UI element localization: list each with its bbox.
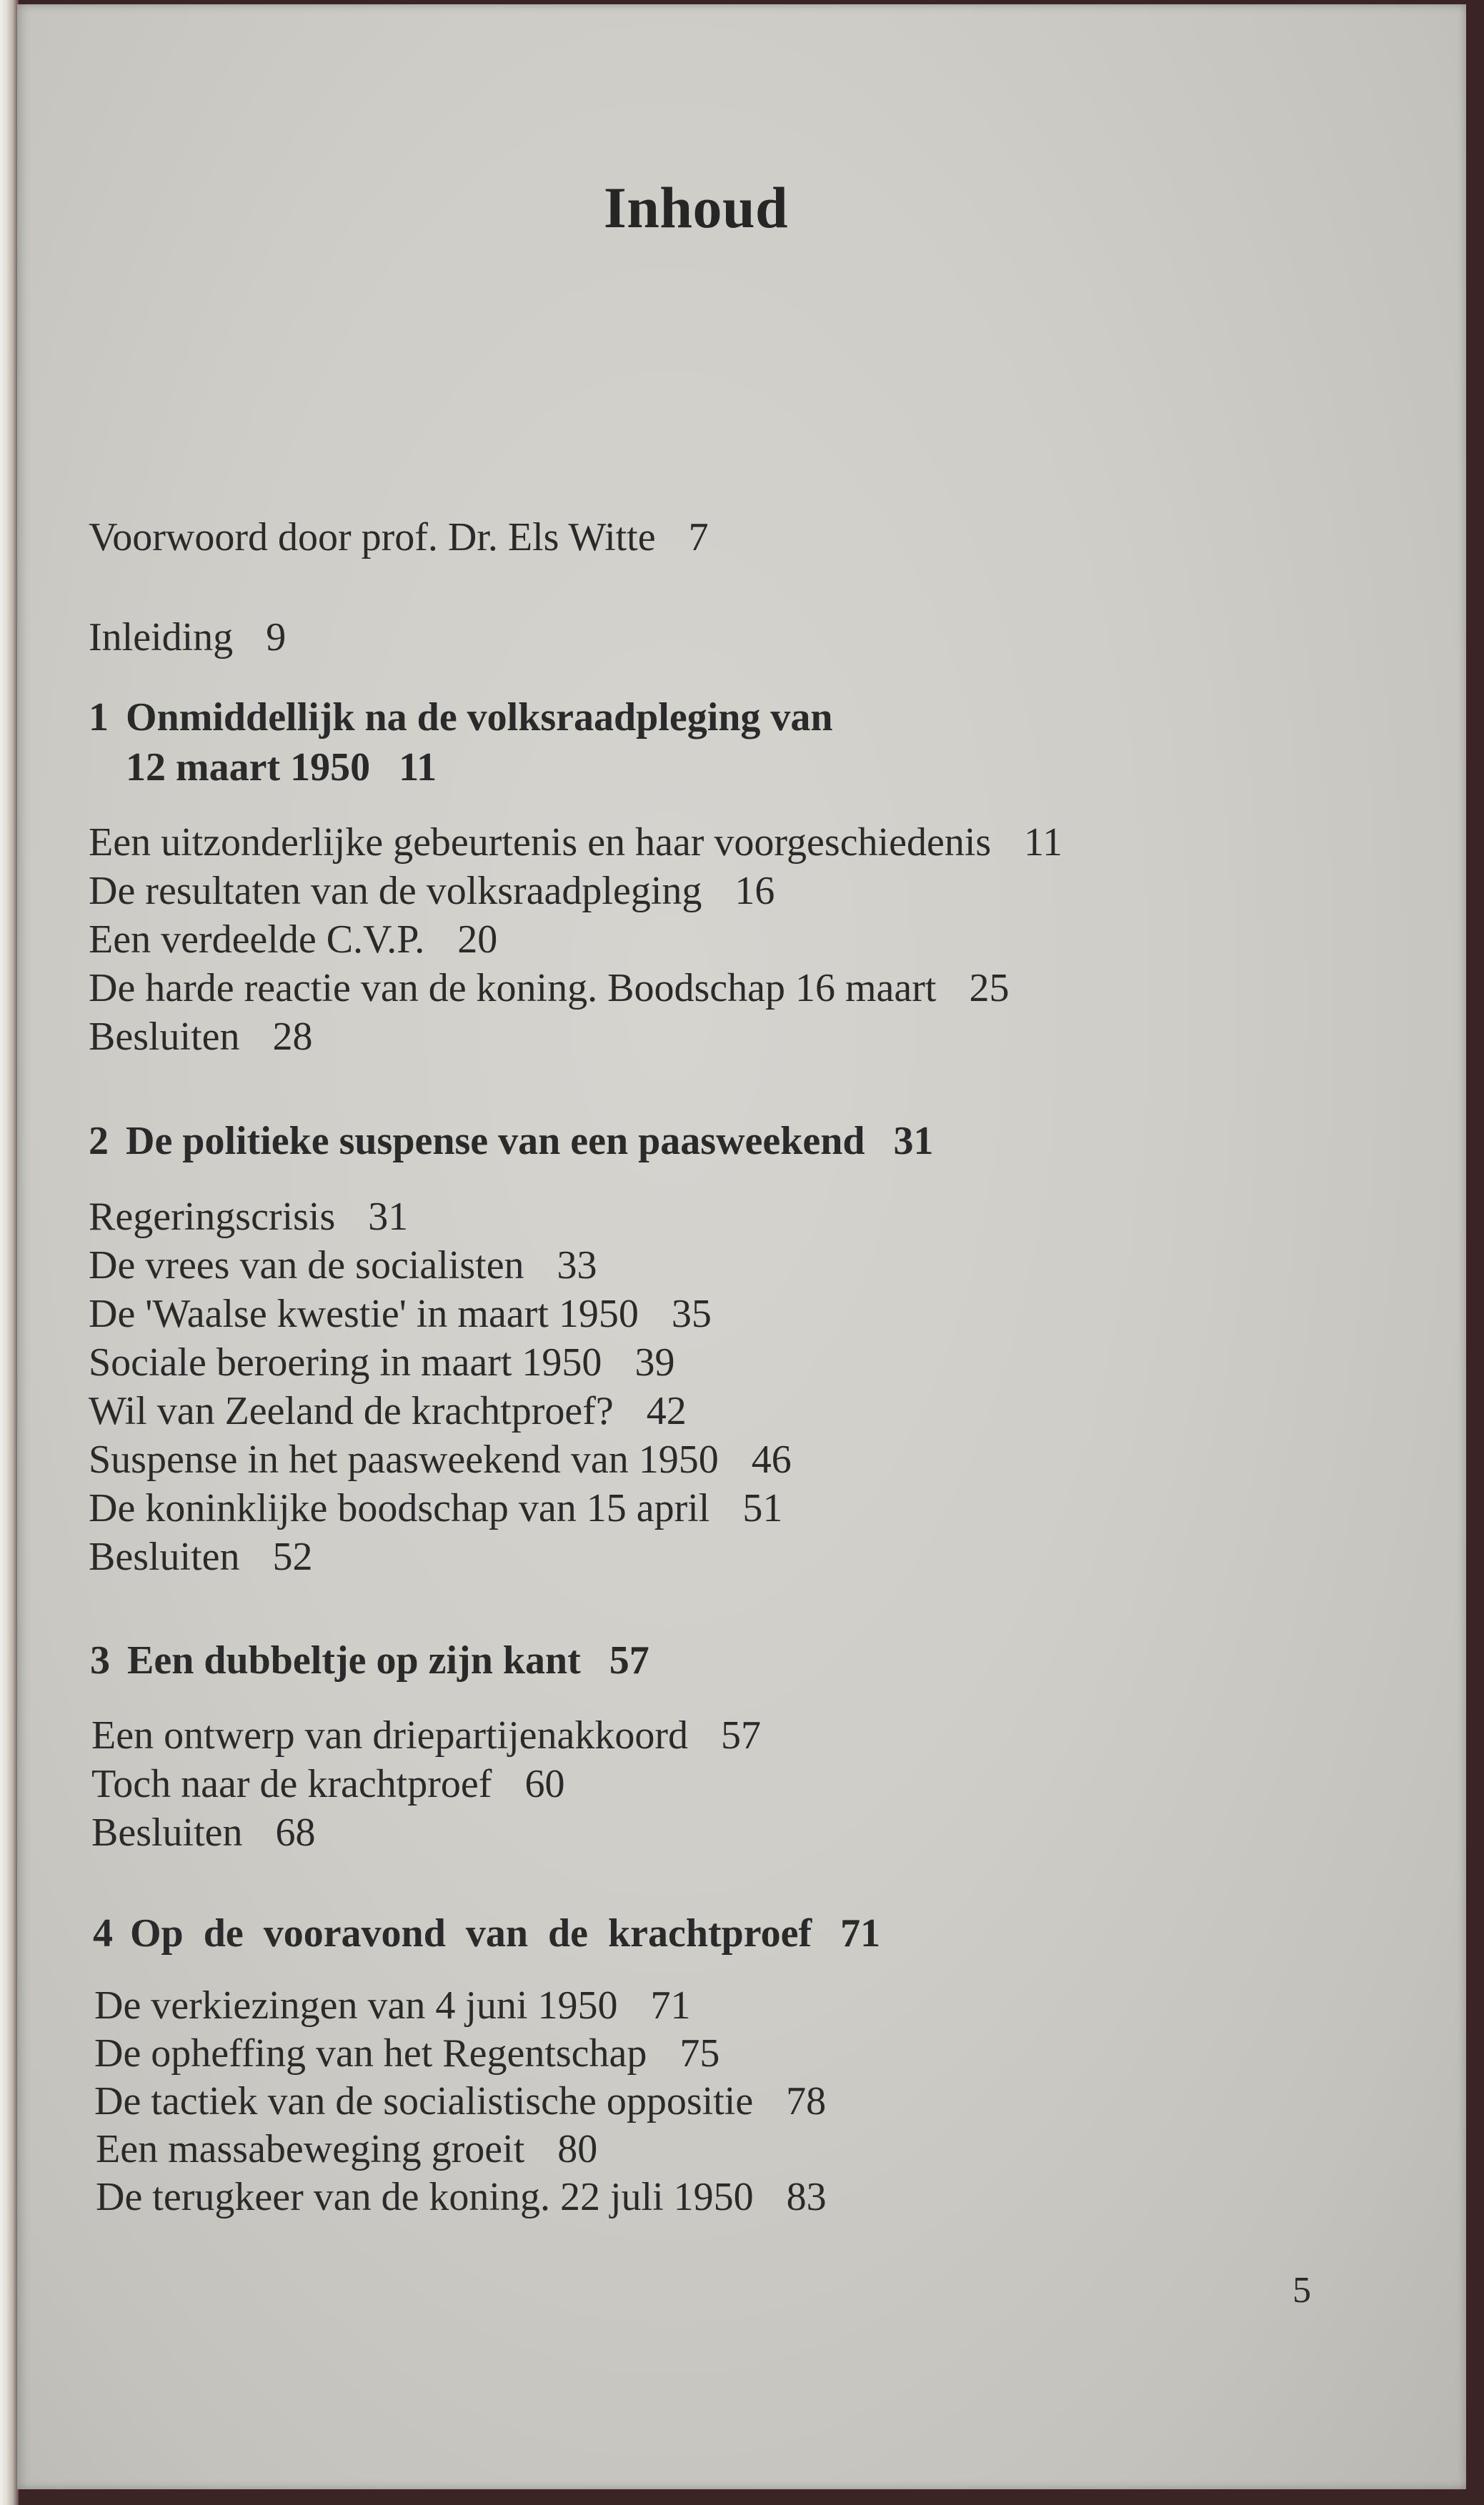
toc-entry-page: 20	[457, 917, 498, 962]
toc-entry-text: Voorwoord door prof. Dr. Els Witte	[89, 515, 656, 559]
toc-entry	[89, 871, 775, 911]
chapter-number: 2	[89, 1119, 109, 1163]
toc-entry-text: Sociale beroering in maart 1950	[89, 1340, 602, 1385]
toc-entry	[89, 517, 709, 557]
chapter-title: Op de vooravond van de krachtproef	[130, 1911, 812, 1956]
toc-entry-text: Besluiten	[89, 1535, 240, 1579]
toc-entry-text: Een ontwerp van driepartijenakkoord	[91, 1713, 689, 1758]
toc-entry	[94, 1983, 691, 2028]
toc-entry-page: 31	[368, 1195, 409, 1239]
toc-entry-text: De koninklijke boodschap van 15 april	[89, 1486, 710, 1530]
page-title: Inhoud	[603, 175, 789, 240]
chapter-number: 1	[89, 695, 109, 739]
toc-entry	[89, 1440, 792, 1480]
chapter-title: Een dubbeltje op zijn kant	[127, 1638, 581, 1683]
chapter-page: 31	[893, 1119, 934, 1163]
toc-entry-text: De harde reactie van de koning. Boodschap 16 maart	[89, 966, 937, 1010]
toc-entry	[89, 1391, 687, 1431]
toc-entry	[89, 1197, 408, 1237]
toc-entry-page: 60	[524, 1762, 565, 1806]
toc-entry-text: De tactiek van de socialistische oppositie	[94, 2079, 754, 2123]
toc-entry-page: 39	[634, 1340, 675, 1385]
toc-entry-page: 33	[557, 1243, 597, 1288]
toc-entry-page: 11	[1024, 820, 1063, 865]
previous-page-edge	[0, 0, 19, 2505]
toc-entry-page: 51	[742, 1486, 783, 1530]
chapter-heading	[90, 1638, 649, 1683]
toc-entry-page: 78	[786, 2079, 827, 2123]
toc-entry-page: 52	[272, 1535, 313, 1579]
toc-entry-text: De verkiezingen van 4 juni 1950	[94, 1983, 618, 2028]
toc-entry-text: Inleiding	[89, 615, 234, 659]
toc-entry	[89, 820, 1063, 865]
toc-entry-text: De terugkeer van de koning. 22 juli 1950	[96, 2175, 754, 2219]
toc-entry-text: Een uitzonderlijke gebeurtenis en haar voorgeschiedenis	[89, 820, 992, 865]
toc-entry-text: Wil van Zeeland de krachtproef?	[89, 1389, 614, 1433]
toc-entry	[94, 2081, 826, 2121]
toc-entry-page: 57	[721, 1713, 762, 1758]
toc-entry	[96, 2177, 827, 2217]
toc-entry	[89, 1488, 782, 1528]
contents-page	[17, 4, 1466, 2489]
toc-entry-text: Besluiten	[91, 1811, 243, 1855]
toc-entry-text: Een massabeweging groeit	[96, 2127, 525, 2171]
toc-entry	[89, 968, 1009, 1008]
toc-entry-page: 7	[688, 515, 709, 559]
toc-entry	[89, 1340, 675, 1385]
toc-entry-text: Besluiten	[89, 1015, 240, 1059]
chapter-heading-continued	[126, 745, 437, 790]
chapter-heading	[89, 1121, 934, 1161]
toc-entry-page: 25	[969, 966, 1010, 1010]
toc-entry-page: 35	[671, 1292, 712, 1336]
chapter-number: 3	[90, 1638, 110, 1683]
toc-entry-page: 46	[751, 1438, 792, 1482]
toc-entry-page: 42	[646, 1389, 687, 1433]
toc-entry	[96, 2129, 597, 2169]
toc-entry	[91, 1764, 564, 1804]
toc-entry-text: Suspense in het paasweekend van 1950	[89, 1438, 719, 1482]
chapter-page: 11	[399, 745, 437, 790]
toc-entry-text: De 'Waalse kwestie' in maart 1950	[89, 1292, 639, 1336]
toc-entry-page: 16	[734, 869, 775, 913]
toc-entry-text: De vrees van de socialisten	[89, 1243, 524, 1288]
chapter-heading	[89, 697, 833, 737]
toc-entry-text: De opheffing van het Regentschap	[94, 2031, 647, 2076]
toc-entry-text: Toch naar de krachtproef	[91, 1762, 492, 1806]
toc-entry-text: Een verdeelde C.V.P.	[89, 917, 425, 962]
toc-entry-page: 9	[266, 615, 287, 659]
chapter-number: 4	[93, 1911, 113, 1956]
toc-entry	[91, 1813, 316, 1853]
toc-entry	[89, 917, 498, 962]
toc-entry	[89, 1017, 313, 1057]
page-number: 5	[1293, 2270, 1311, 2311]
chapter-page: 57	[609, 1638, 649, 1683]
toc-entry	[91, 1715, 761, 1756]
toc-entry-text: De resultaten van de volksraadpleging	[89, 869, 702, 913]
toc-entry-text: Regeringscrisis	[89, 1195, 336, 1239]
toc-entry	[89, 1537, 313, 1577]
toc-entry	[89, 1243, 597, 1288]
chapter-title: De politieke suspense van een paasweekend	[126, 1119, 865, 1163]
toc-entry-page: 80	[557, 2127, 598, 2171]
toc-entry-page: 83	[786, 2175, 827, 2219]
chapter-heading	[93, 1911, 881, 1956]
toc-entry-page: 75	[679, 2031, 720, 2076]
toc-entry	[94, 2031, 720, 2076]
chapter-page: 71	[840, 1911, 881, 1956]
toc-entry-page: 28	[272, 1015, 313, 1059]
chapter-title: Onmiddellijk na de volksraadpleging van	[126, 695, 833, 739]
toc-entry-page: 71	[650, 1983, 691, 2028]
chapter-title: 12 maart 1950	[126, 745, 371, 790]
toc-entry	[89, 617, 286, 657]
toc-entry-page: 68	[275, 1811, 316, 1855]
toc-entry	[89, 1294, 712, 1334]
